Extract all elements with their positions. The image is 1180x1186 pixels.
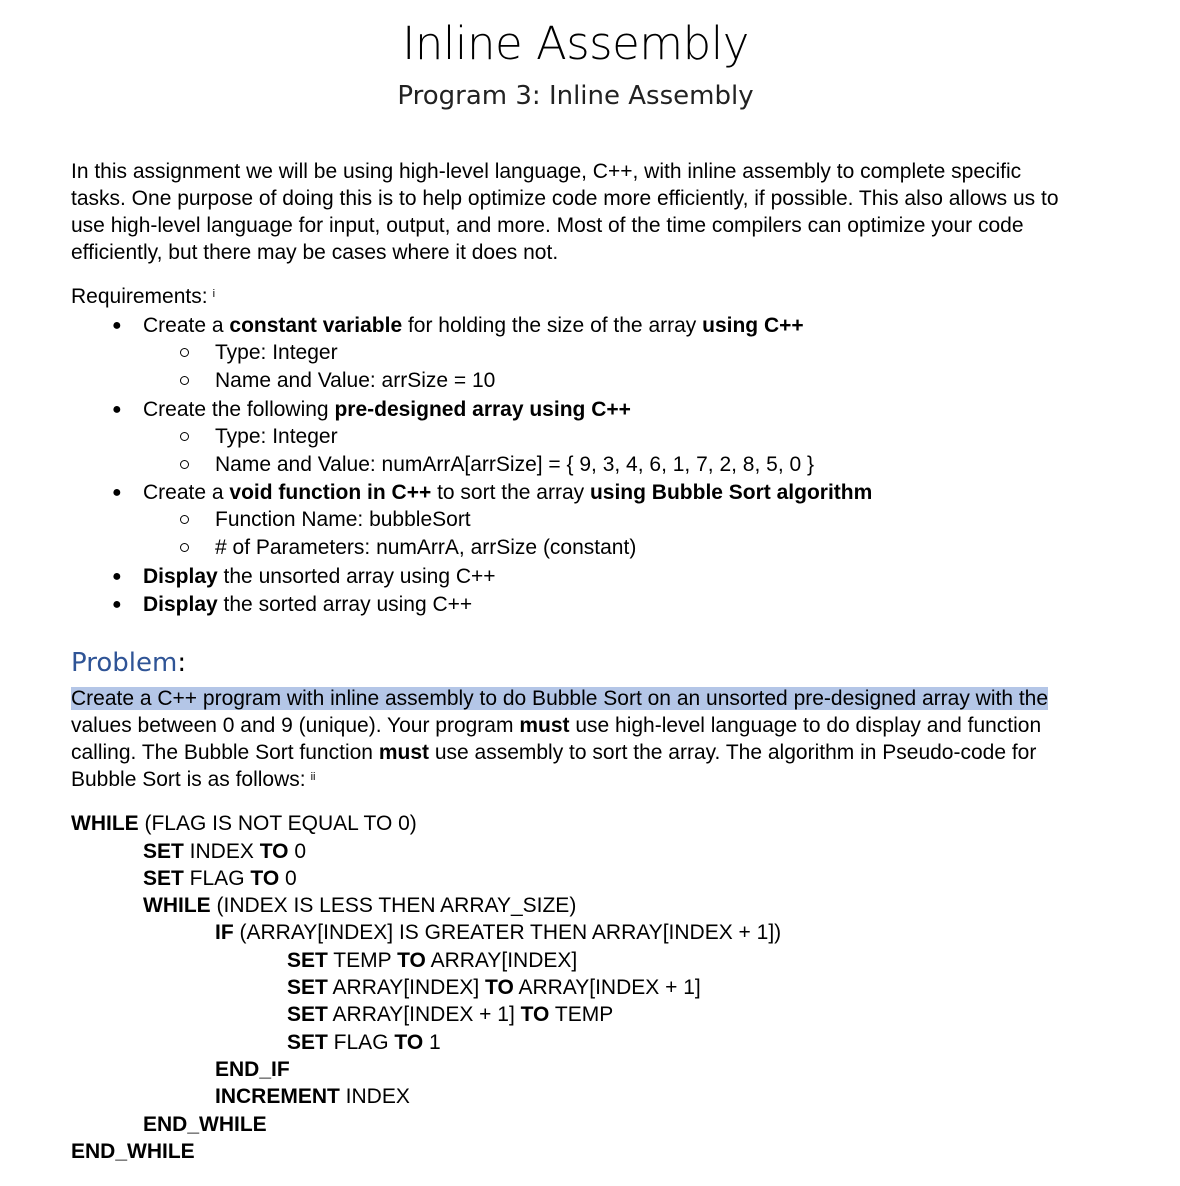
intro-line: efficiently, but there may be cases where it does not. bbox=[71, 241, 559, 264]
requirement-subitem: Function Name: bubbleSort bbox=[215, 508, 471, 531]
requirement-item: Display the unsorted array using C++ bbox=[143, 565, 496, 588]
pseudocode-line: SET FLAG TO 1 bbox=[287, 1031, 441, 1054]
requirement-subitem: # of Parameters: numArrA, arrSize (constant) bbox=[215, 536, 637, 559]
sub-bullet-icon bbox=[180, 543, 189, 552]
pseudocode-line: END_WHILE bbox=[143, 1113, 267, 1136]
pseudocode-line: SET ARRAY[INDEX] TO ARRAY[INDEX + 1] bbox=[287, 976, 701, 999]
bullet-icon: ● bbox=[112, 596, 122, 613]
problem-line: calling. The Bubble Sort function must use assembly to sort the array. The algorithm in Pseudo-code for bbox=[71, 741, 1037, 764]
pseudocode-line: SET INDEX TO 0 bbox=[143, 840, 307, 863]
requirement-subitem: Name and Value: arrSize = 10 bbox=[215, 369, 496, 392]
pseudocode-line: WHILE (INDEX IS LESS THEN ARRAY_SIZE) bbox=[143, 894, 577, 917]
document-subtitle: Program 3: Inline Assembly bbox=[397, 81, 754, 111]
problem-line bbox=[71, 685, 1048, 712]
sub-bullet-icon bbox=[180, 376, 189, 385]
requirement-item: Create a void function in C++ to sort the array using Bubble Sort algorithm bbox=[143, 481, 873, 504]
problem-line: values between 0 and 9 (unique). Your program must use high-level language to do display and function bbox=[71, 714, 1042, 737]
bullet-icon: ● bbox=[112, 568, 122, 585]
highlighted-text: Create a C++ program with inline assembly to do Bubble Sort on an unsorted pre-designed array with the bbox=[71, 687, 1049, 710]
sub-bullet-icon bbox=[180, 515, 189, 524]
footnote-ref: i bbox=[212, 288, 216, 300]
pseudocode-line: END_IF bbox=[215, 1058, 290, 1081]
pseudocode-line: END_WHILE bbox=[71, 1140, 195, 1163]
requirements-label: Requirements: $^i$ bbox=[71, 285, 216, 308]
pseudocode-line: SET FLAG TO 0 bbox=[143, 867, 297, 890]
pseudocode-line: SET TEMP TO ARRAY[INDEX] bbox=[287, 949, 578, 972]
requirement-item: Display the sorted array using C++ bbox=[143, 593, 473, 616]
requirement-subitem: Type: Integer bbox=[215, 425, 338, 448]
problem-heading: Problem: bbox=[71, 648, 187, 678]
bullet-icon: ● bbox=[112, 401, 122, 418]
requirement-subitem: Name and Value: numArrA[arrSize] = { 9, 3, 4, 6, 1, 7, 2, 8, 5, 0 } bbox=[215, 453, 815, 476]
sub-bullet-icon bbox=[180, 348, 189, 357]
bullet-icon: ● bbox=[112, 317, 122, 334]
requirement-item: Create a constant variable for holding the size of the array using C++ bbox=[143, 314, 804, 337]
sub-bullet-icon bbox=[180, 432, 189, 441]
bullet-icon: ● bbox=[112, 484, 122, 501]
pseudocode-line: SET ARRAY[INDEX + 1] TO TEMP bbox=[287, 1003, 614, 1026]
sub-bullet-icon bbox=[180, 460, 189, 469]
problem-line: Bubble Sort is as follows: $^{ii}$ bbox=[71, 768, 316, 791]
pseudocode-line: INCREMENT INDEX bbox=[215, 1085, 410, 1108]
pseudocode-line: WHILE (FLAG IS NOT EQUAL TO 0) bbox=[71, 812, 417, 835]
requirement-subitem: Type: Integer bbox=[215, 341, 338, 364]
intro-line: In this assignment we will be using high-level language, C++, with inline assembly to complete specific bbox=[71, 160, 1022, 183]
footnote-ref: ii bbox=[310, 771, 316, 783]
requirement-item: Create the following pre-designed array using C++ bbox=[143, 398, 631, 421]
document-title: Inline Assembly bbox=[402, 17, 749, 70]
intro-line: tasks. One purpose of doing this is to help optimize code more efficiently, if possible. This also allows us to bbox=[71, 187, 1059, 210]
pseudocode-line: IF (ARRAY[INDEX] IS GREATER THEN ARRAY[INDEX + 1]) bbox=[215, 921, 782, 944]
intro-line: use high-level language for input, output, and more. Most of the time compilers can optimize your code bbox=[71, 214, 1024, 237]
